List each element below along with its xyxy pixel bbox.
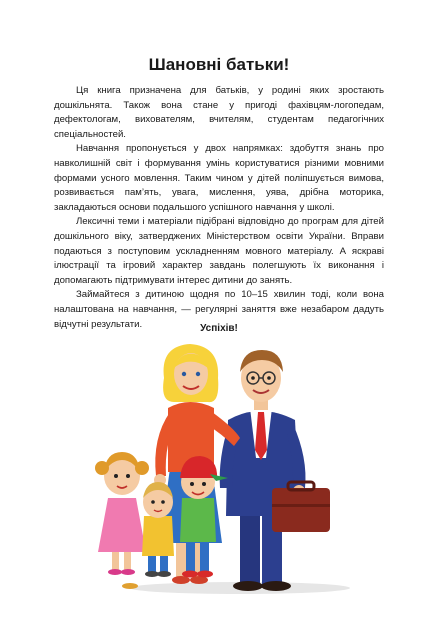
toddler-figure (142, 482, 174, 577)
page-title: Шановні батьки! (148, 55, 290, 74)
paragraph: Займайтеся з дитиною щодня по 10–15 хвилин тоді, коли вона налаштована на навчання, — регулярні заняття вже незабаром дадуть відчутні результати. (54, 289, 384, 330)
paragraph: Лексичні теми і матеріали підібрані відповідно до програм для дітей дошкільного віку, затверджених Міністерством освіти України. Вправи подаються з поступовим ускладненням мовного матеріалу. А яскраві ілюстрації та ігровий характер завдань полегшують їх виконання і допомагають підтримувати інтерес дитини до занять. (54, 216, 384, 286)
closing-text: Успіхів! (200, 323, 238, 334)
girl-figure (95, 452, 149, 575)
father-figure (220, 350, 330, 591)
briefcase (272, 488, 330, 532)
body-text (54, 84, 384, 332)
paragraph: Навчання пропонується у двох напрямках: здобуття знань про навколишній світ і формування умінь користуватися різними мовними формами усного мовлення. Таким чином у дітей поліпшується вимова, розвивається пам’ять, увага, мислення, уява, дрібна моторика, закладаються основи подальшого успішного навчання у школі. (54, 143, 384, 213)
family-illustration (90, 338, 370, 600)
paragraph: Ця книга призначена для батьків, у родині яких зростають дошкільнята. Також вона стане у пригоді фахівцям-логопедам, дефектологам, вихователям, вчителям, студентам педагогічних спеціальностей. (54, 85, 384, 140)
